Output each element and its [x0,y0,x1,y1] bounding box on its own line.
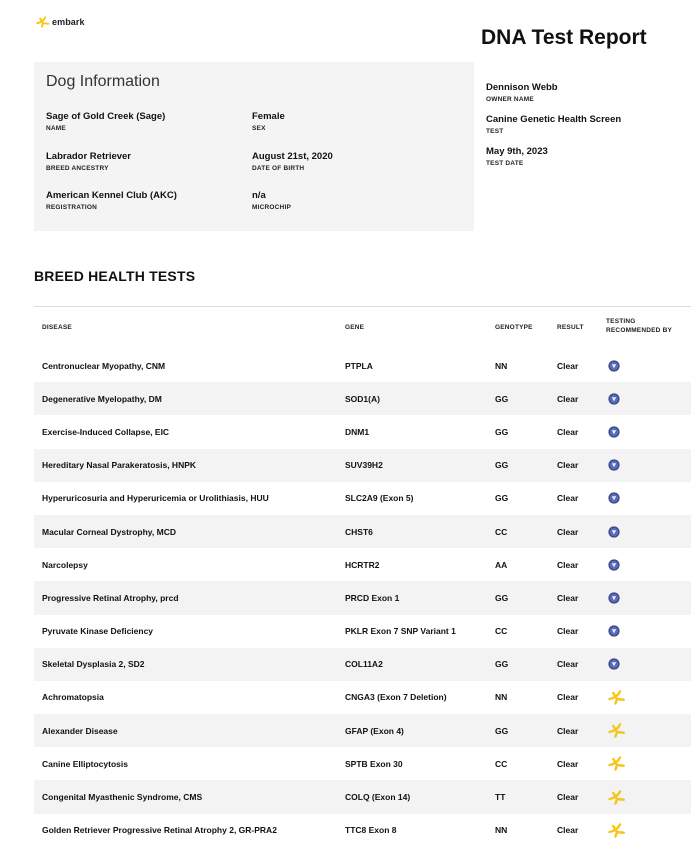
dog-name-field [46,111,165,132]
owner-name-label: OWNER NAME [486,96,534,103]
recommended-by-cell [608,690,626,705]
test-date-label: TEST DATE [486,160,524,167]
breed-health-tests-title: BREED HEALTH TESTS [34,268,196,284]
club-seal-icon [608,592,620,604]
club-seal-icon [608,492,620,504]
genotype-cell: NN [495,825,508,836]
recommended-by-cell [608,823,626,838]
header-disease: DISEASE [42,324,72,331]
result-cell: Clear [557,426,579,437]
embark-logo-icon [36,16,50,28]
genotype-cell: CC [495,758,508,769]
table-row [34,581,691,614]
table-row [34,482,691,515]
genotype-cell: GG [495,393,509,404]
recommended-by-cell [608,526,620,538]
recommended-by-cell [608,459,620,471]
result-cell: Clear [557,393,579,404]
table-row [34,714,691,747]
club-seal-icon [608,658,620,670]
genotype-cell: GG [495,493,509,504]
gene-cell: CHST6 [345,526,373,537]
genotype-cell: GG [495,592,509,603]
disease-cell: Exercise-Induced Collapse, EIC [42,426,170,437]
embark-icon [608,823,626,838]
genotype-cell: GG [495,725,509,736]
recommended-by-cell [608,360,620,372]
table-row [34,681,691,714]
genotype-cell: TT [495,792,506,803]
disease-cell: Narcolepsy [42,559,88,570]
breed-ancestry-field [46,151,131,172]
header-genotype: GENOTYPE [495,324,533,331]
embark-icon [608,790,626,805]
gene-cell: PTPLA [345,360,373,371]
club-seal-icon [608,526,620,538]
disease-cell: Skeletal Dysplasia 2, SD2 [42,659,145,670]
recommended-by-cell [608,790,626,805]
gene-cell: GFAP (Exon 4) [345,725,404,736]
table-row [34,648,691,681]
date-of-birth-label: DATE OF BIRTH [252,165,305,172]
recommended-by-cell [608,592,620,604]
table-row [34,780,691,813]
genotype-cell: CC [495,526,508,537]
gene-cell: COL11A2 [345,659,383,670]
dog-sex-value: Female [252,111,285,122]
recommended-by-cell [608,756,626,771]
table-row [34,382,691,415]
header-result: RESULT [557,324,584,331]
gene-cell: SPTB Exon 30 [345,758,403,769]
report-title: DNA Test Report [481,26,647,49]
dog-name-value: Sage of Gold Creek (Sage) [46,111,166,122]
breed-health-tests-table [34,306,691,847]
disease-cell: Golden Retriever Progressive Retinal Atrophy 2, GR-PRA2 [42,825,277,836]
dog-information-title: Dog Information [46,73,160,90]
registration-label: REGISTRATION [46,204,98,211]
genotype-cell: GG [495,426,509,437]
header-testing-recommended-by [606,317,672,335]
disease-cell: Progressive Retinal Atrophy, prcd [42,592,179,603]
disease-cell: Degenerative Myelopathy, DM [42,393,162,404]
gene-cell: PKLR Exon 7 SNP Variant 1 [345,626,456,637]
table-row [34,615,691,648]
gene-cell: SOD1(A) [345,393,380,404]
header-gene: GENE [345,324,365,331]
table-row [34,747,691,780]
header-recommended-line2: RECOMMENDED BY [606,327,672,334]
owner-name-value: Dennison Webb [486,82,558,93]
microchip-field [252,190,291,211]
disease-cell: Macular Corneal Dystrophy, MCD [42,526,176,537]
disease-cell: Alexander Disease [42,725,118,736]
microchip-label: MICROCHIP [252,204,291,211]
disease-cell: Hereditary Nasal Parakeratosis, HNPK [42,460,197,471]
recommended-by-cell [608,625,620,637]
table-row [34,349,691,382]
result-cell: Clear [557,592,579,603]
registration-field [46,190,177,211]
genotype-cell: CC [495,626,508,637]
recommended-by-cell [608,393,620,405]
embark-logo [36,15,85,29]
dog-name-label: NAME [46,125,66,132]
gene-cell: HCRTR2 [345,559,380,570]
table-row [34,548,691,581]
disease-cell: Pyruvate Kinase Deficiency [42,626,154,637]
genotype-cell: NN [495,360,508,371]
result-cell: Clear [557,692,579,703]
owner-information [486,82,621,178]
result-cell: Clear [557,493,579,504]
recommended-by-cell [608,426,620,438]
genotype-cell: GG [495,460,509,471]
recommended-by-cell [608,492,620,504]
gene-cell: SUV39H2 [345,460,383,471]
result-cell: Clear [557,758,579,769]
table-row [34,449,691,482]
result-cell: Clear [557,626,579,637]
genotype-cell: GG [495,659,509,670]
result-cell: Clear [557,725,579,736]
disease-cell: Hyperuricosuria and Hyperuricemia or Urolithiasis, HUU [42,493,269,504]
result-cell: Clear [557,559,579,570]
genotype-cell: NN [495,692,508,703]
gene-cell: TTC8 Exon 8 [345,825,397,836]
disease-cell: Canine Elliptocytosis [42,758,128,769]
dog-sex-field [252,111,285,132]
embark-logo-text: embark [52,17,85,27]
table-row [34,415,691,448]
test-label: TEST [486,128,504,135]
dog-information-panel [34,62,474,231]
header-recommended-line1: TESTING [606,318,636,325]
dog-sex-label: SEX [252,125,266,132]
club-seal-icon [608,559,620,571]
table-header [34,307,691,349]
embark-icon [608,756,626,771]
gene-cell: SLC2A9 (Exon 5) [345,493,414,504]
genotype-cell: AA [495,559,508,570]
registration-value: American Kennel Club (AKC) [46,190,177,201]
breed-ancestry-label: BREED ANCESTRY [46,165,109,172]
owner-name-field [486,82,621,103]
result-cell: Clear [557,825,579,836]
gene-cell: COLQ (Exon 14) [345,792,411,803]
disease-cell: Centronuclear Myopathy, CNM [42,360,166,371]
embark-icon [608,690,626,705]
result-cell: Clear [557,792,579,803]
club-seal-icon [608,625,620,637]
club-seal-icon [608,360,620,372]
disease-cell: Achromatopsia [42,692,104,703]
table-row [34,814,691,847]
result-cell: Clear [557,526,579,537]
date-of-birth-field [252,151,333,172]
gene-cell: DNM1 [345,426,370,437]
club-seal-icon [608,459,620,471]
club-seal-icon [608,426,620,438]
microchip-value: n/a [252,190,266,201]
test-field [486,114,621,135]
table-row [34,515,691,548]
gene-cell: PRCD Exon 1 [345,592,400,603]
result-cell: Clear [557,360,579,371]
embark-icon [608,723,626,738]
table-body [34,349,691,847]
disease-cell: Congenital Myasthenic Syndrome, CMS [42,792,203,803]
recommended-by-cell [608,658,620,670]
result-cell: Clear [557,460,579,471]
recommended-by-cell [608,723,626,738]
recommended-by-cell [608,559,620,571]
date-of-birth-value: August 21st, 2020 [252,151,333,162]
test-date-field [486,146,621,167]
breed-ancestry-value: Labrador Retriever [46,151,132,162]
test-value: Canine Genetic Health Screen [486,114,622,125]
club-seal-icon [608,393,620,405]
test-date-value: May 9th, 2023 [486,146,548,157]
result-cell: Clear [557,659,579,670]
gene-cell: CNGA3 (Exon 7 Deletion) [345,692,447,703]
